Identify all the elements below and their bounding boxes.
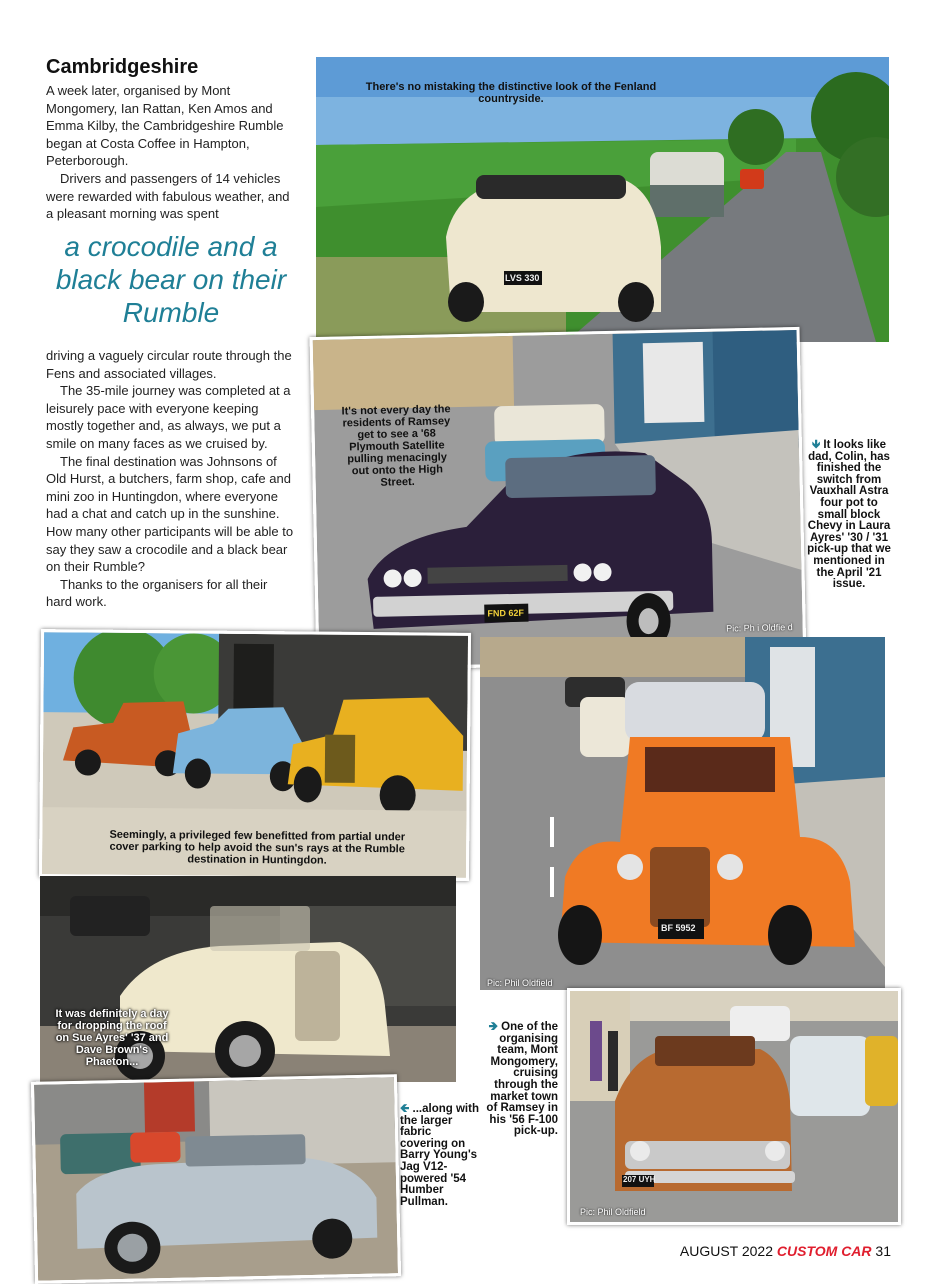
caption-humber-side bbox=[400, 1104, 480, 1208]
plate-f100: 207 UYH bbox=[623, 1175, 656, 1184]
body-paragraph: The final destination was Johnsons of Old Hurst, a butchers, farm shop, cafe and mini zoo in Huntingdon, where everyone had a chat and catch up in the sunshine. How many other participants will be able to say they saw a crocodile and a black bear on their Rumble? bbox=[46, 453, 294, 575]
footer-page-number: 31 bbox=[875, 1243, 891, 1259]
photo-phaeton bbox=[40, 876, 456, 1082]
caption-pickup-side bbox=[807, 440, 891, 591]
photo-f100 bbox=[567, 988, 901, 1225]
body-paragraph: Thanks to the organisers for all their hard work. bbox=[46, 576, 268, 610]
arrow-right-icon: 🡺 bbox=[488, 1021, 498, 1033]
plate-hotrod: BF 5952 bbox=[661, 923, 696, 933]
caption-f100-side bbox=[480, 1022, 558, 1138]
footer-issue: AUGUST 2022 bbox=[679, 1243, 773, 1259]
caption-fenland: There's no mistaking the distinctive look of the Fenland countryside. bbox=[365, 81, 657, 105]
arrow-left-icon: 🡸 bbox=[400, 1103, 410, 1115]
photo-fenland-road bbox=[316, 57, 889, 342]
caption-parking: Seemingly, a privileged few benefitted from partial under cover parking to help avoid the sun's rays at the Rumble destination in Huntingdon. bbox=[109, 828, 406, 867]
body-paragraph: driving a vaguely circular route through the Fens and associated villages. bbox=[46, 348, 292, 381]
credit-plymouth: Pic: Ph i Oldfie d bbox=[726, 622, 793, 634]
ford-convertible bbox=[446, 175, 661, 322]
caption-f100-text: One of the organising team, Mont Mongomery, cruising through the market town of Ramsey in his '56 F-100 pick-up. bbox=[486, 1021, 558, 1138]
footer-brand: CUSTOM CAR bbox=[776, 1243, 872, 1259]
credit-hotrod: Pic: Phil Oldfield bbox=[487, 978, 553, 988]
caption-plymouth: It's not every day the residents of Ramsey get to see a '68 Plymouth Satellite pulling menacingly out onto the High Street. bbox=[341, 403, 451, 489]
pull-quote: a crocodile and a black bear on their Rumble bbox=[55, 231, 287, 328]
arrow-down-icon: 🡻 bbox=[811, 439, 821, 451]
intro-paragraph: Drivers and passengers of 14 vehicles were rewarded with fabulous weather, and a pleasant morning was spent bbox=[46, 170, 290, 222]
page-footer bbox=[680, 1243, 891, 1259]
plate-ford: LVS 330 bbox=[505, 273, 540, 283]
photo-plymouth bbox=[310, 327, 807, 671]
section-heading: Cambridgeshire bbox=[46, 56, 199, 78]
photo-humber bbox=[31, 1074, 401, 1284]
photo-parking bbox=[39, 629, 471, 881]
body-paragraph: The 35-mile journey was completed at a leisurely pace with everyone keeping mostly together and, as always, we put a smile on many faces as we cruised by. bbox=[46, 383, 291, 451]
article-intro bbox=[46, 82, 296, 223]
credit-f100: Pic: Phil Oldfield bbox=[580, 1207, 646, 1217]
article-body bbox=[46, 347, 296, 611]
caption-humber-text: ...along with the larger fabric covering on Barry Young's Jag V12-powered '54 Humber Pullman. bbox=[400, 1103, 479, 1208]
photo-orange-hotrod bbox=[480, 637, 885, 990]
caption-phaeton: It was definitely a day for dropping the roof on Sue Ayres' '37 and Dave Brown's Phaeton... bbox=[55, 1008, 169, 1068]
caption-pickup-text: It looks like dad, Colin, has finished the switch from Vauxhall Astra four pot to small block Chevy in Laura Ayres' '30 / '31 pick-up that we mentioned in the April '21 issue. bbox=[807, 439, 891, 591]
intro-paragraph: A week later, organised by Mont Mongomery, Ian Rattan, Ken Amos and Emma Kilby, the Cambridgeshire Rumble began at Costa Coffee in Hampton, Peterborough. bbox=[46, 83, 284, 169]
plate-plymouth: FND 62F bbox=[487, 607, 524, 619]
